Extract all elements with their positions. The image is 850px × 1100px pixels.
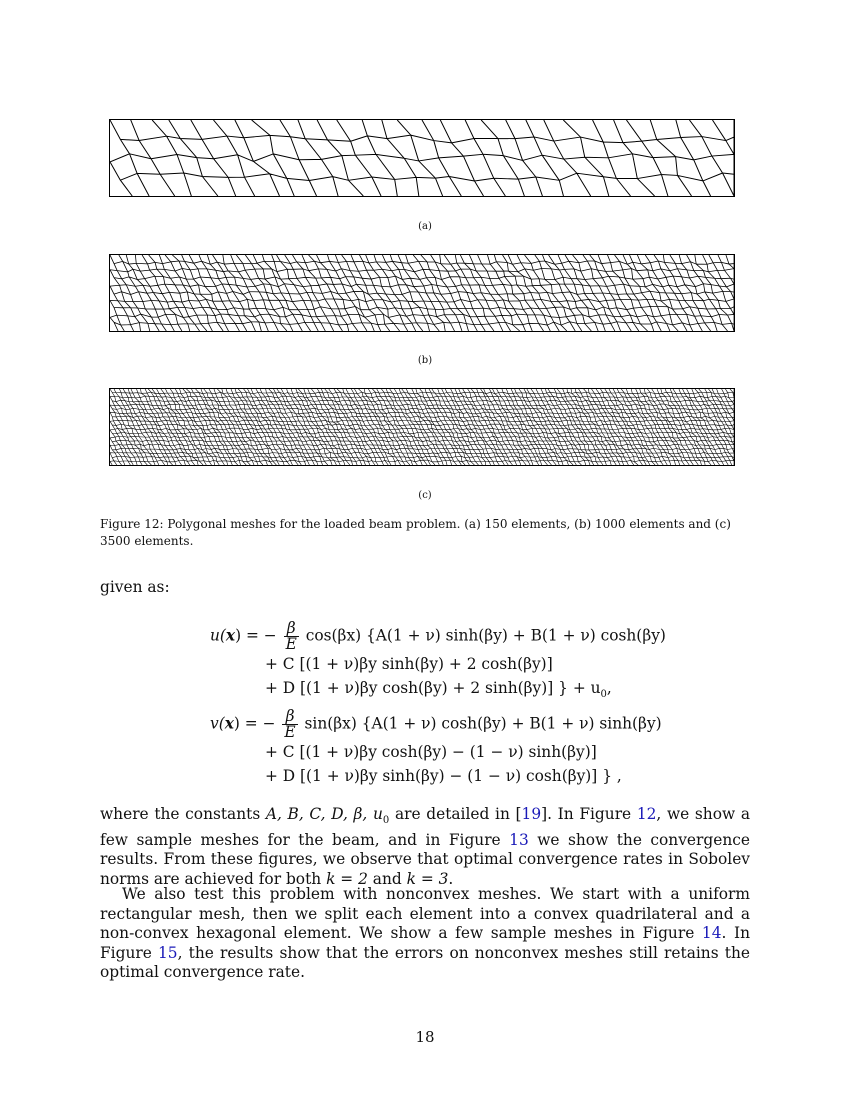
paragraph-constants [100, 805, 750, 889]
equation-u-line2: + C [(1 + ν)βy sinh(βy) + 2 cosh(βy)] [265, 655, 553, 673]
figure-link-13[interactable]: 13 [509, 830, 529, 849]
given-as-text: given as: [100, 578, 170, 596]
citation-link-19[interactable]: 19 [521, 805, 542, 823]
page-number: 18 [415, 1028, 435, 1046]
frac-numerator: β [282, 709, 297, 725]
mesh-figure-b [109, 254, 735, 332]
beta-over-e-fraction [284, 621, 299, 652]
figure-link-12[interactable]: 12 [636, 805, 657, 823]
figure-link-15[interactable]: 15 [158, 943, 178, 962]
p1-text: . [448, 869, 454, 888]
v-line1-body: sin(βx) {A(1 + ν) cosh(βy) + B(1 + ν) sinh(βy) [299, 714, 662, 733]
lhs-close: ) = − [235, 626, 277, 645]
p1-vars: A, B, C, D, β, u [265, 805, 383, 823]
equation-u-line3 [265, 679, 612, 700]
u-line3-body: + D [(1 + ν)βy cosh(βy) + 2 sinh(βy)] } + u [265, 679, 601, 697]
mesh-figure-c [109, 388, 735, 466]
u-line1-body: cos(βx) {A(1 + ν) sinh(βy) + B(1 + ν) cosh(βy) [300, 626, 666, 645]
p1-text: and [367, 869, 407, 888]
x-vector: x [224, 714, 234, 733]
paragraph-nonconvex [100, 885, 750, 983]
frac-numerator: β [284, 621, 299, 637]
u-subscript: 0 [600, 689, 607, 701]
frac-denominator: E [285, 635, 297, 653]
frac-denominator: E [284, 723, 296, 741]
p2-text: , the results show that the errors on nonconvex meshes still retains the optimal convergence rate. [100, 943, 750, 981]
equation-u-line1 [210, 621, 666, 652]
p1-sub: 0 [382, 815, 390, 827]
equation-v-line2: + C [(1 + ν)βy cosh(βy) − (1 − ν) sinh(βy)] [265, 743, 597, 761]
figure-caption: Figure 12: Polygonal meshes for the loaded beam problem. (a) 150 elements, (b) 1000 elements and (c) 3500 elements. [100, 517, 731, 548]
polygonal-mesh-1000 [110, 255, 734, 331]
p2-text: . In Figure [100, 924, 751, 962]
beta-over-e-fraction [282, 709, 297, 740]
p1-text: where the constants [100, 805, 266, 823]
subcaption-c: (c) [418, 490, 432, 501]
k-equals-3: k = 3 [406, 869, 449, 888]
v-lhs: v( [210, 714, 225, 733]
p1-text: we show the convergence results. From these figures, we observe that optimal convergence rates in Sobolev norms are achieved for both [100, 830, 750, 888]
mesh-edges [110, 120, 734, 196]
p2-text: We also test this problem with nonconvex meshes. We start with a uniform rectangular mesh, then we split each element into a convex quadrilateral and a non-convex hexagonal element. We show a few sample meshes in Figure [100, 885, 750, 942]
k-equals-2: k = 2 [326, 869, 368, 888]
subcaption-b: (b) [417, 355, 433, 366]
u-lhs: u( [210, 626, 226, 645]
x-vector: x [225, 626, 236, 645]
mesh-edges [110, 389, 734, 465]
p1-text: are detailed in [ [389, 805, 522, 823]
lhs-close: ) = − [233, 714, 276, 733]
equation-v-line1 [210, 709, 662, 740]
subcaption-a: (a) [418, 221, 432, 232]
equation-v-line3: + D [(1 + ν)βy sinh(βy) − (1 − ν) cosh(βy)] } , [265, 767, 622, 785]
figure-link-14[interactable]: 14 [701, 924, 722, 942]
p1-text: ]. In Figure [541, 805, 637, 823]
u-line3-end: , [606, 679, 612, 697]
polygonal-mesh-150 [110, 120, 734, 196]
polygonal-mesh-3500 [110, 389, 734, 465]
mesh-edges [110, 255, 734, 331]
mesh-figure-a [109, 119, 735, 197]
p1-text: , we show a few sample meshes for the beam, and in Figure [100, 805, 750, 849]
